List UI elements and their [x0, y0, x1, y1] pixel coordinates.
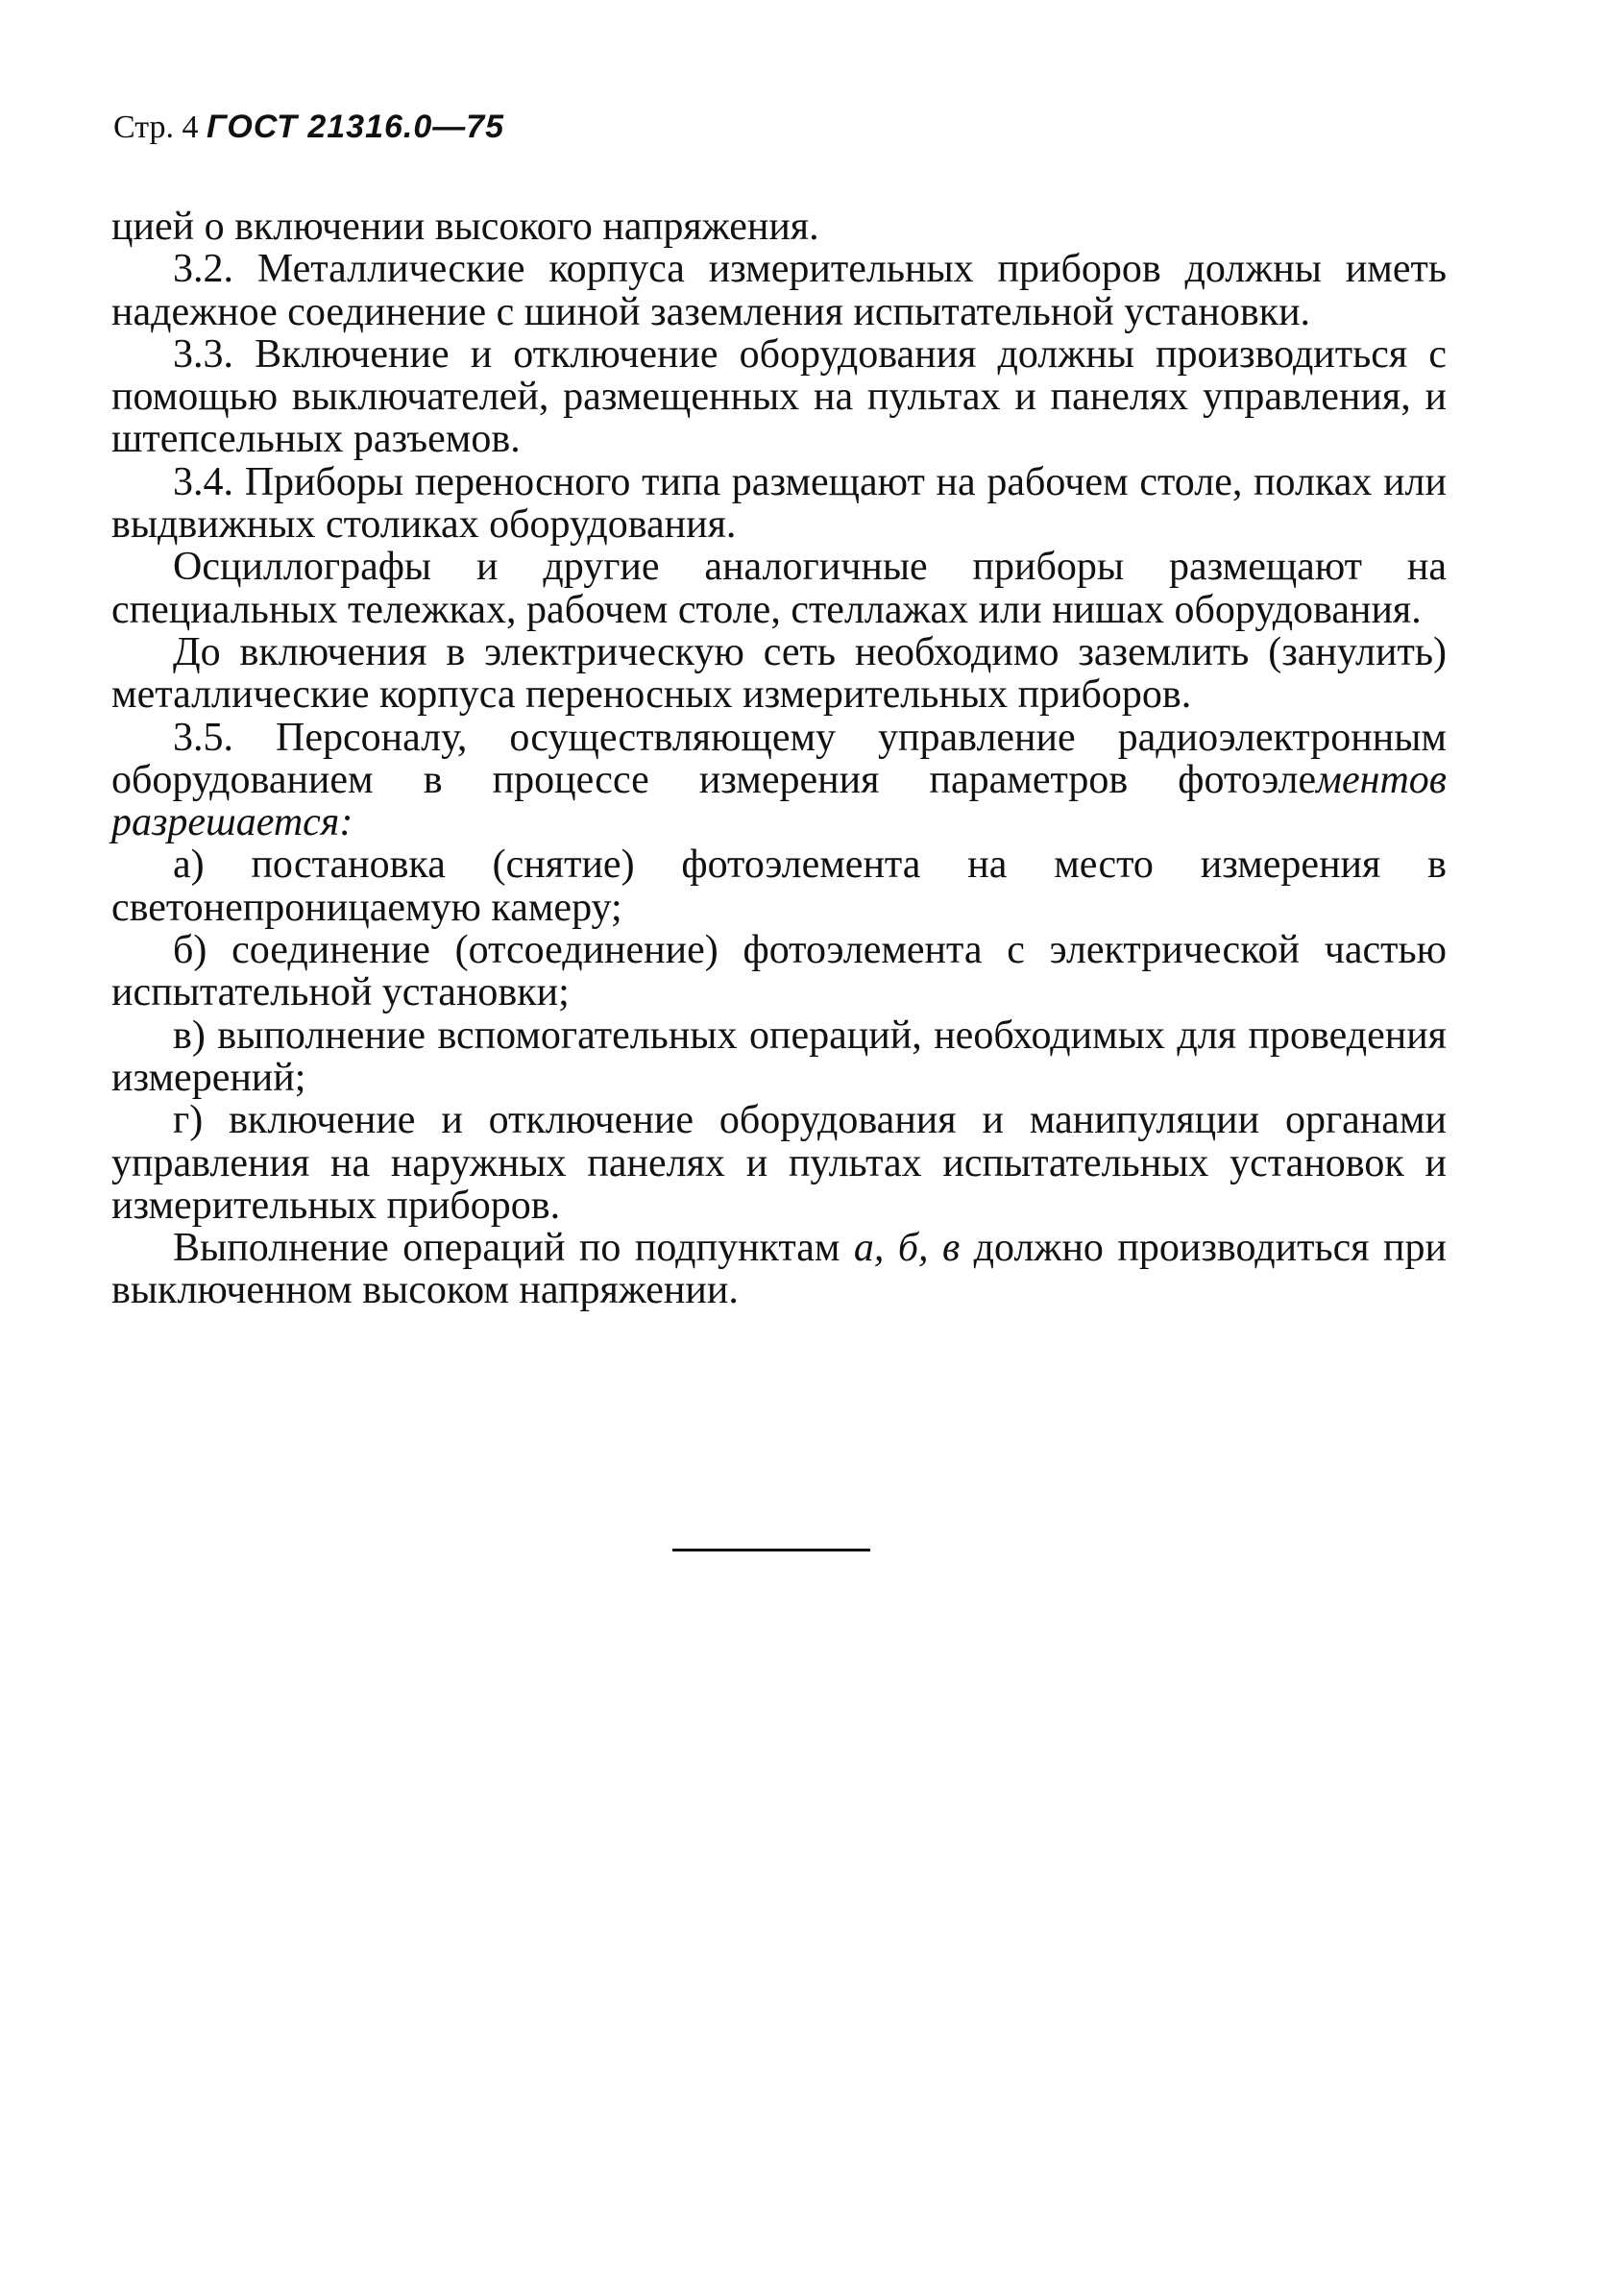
section-end-rule: [672, 1549, 870, 1551]
paragraph-3-4: 3.4. Приборы переносного типа размещают на рабочем столе, полках или выдвижных столиках оборудования.: [111, 459, 1447, 548]
list-item-b: б) соединение (отсоединение) фотоэлемента с электрической частью испытательной установки;: [111, 928, 1447, 1015]
paragraph-final-italic: а, б, в: [853, 1226, 961, 1271]
paragraph-3-5-italic: ментов разрешается:: [111, 757, 1447, 845]
standard-designation: ГОСТ 21316.0—75: [207, 109, 505, 145]
paragraph-final: [111, 1227, 1447, 1312]
page-number-label: Стр. 4: [113, 110, 199, 145]
paragraph-final-end: должно производиться при выключенном высоком напряжении.: [111, 1226, 1447, 1313]
paragraph-3-2: 3.2. Металлические корпуса измерительных приборов должны иметь надежное соединение с шиной заземления испытательной установки.: [111, 247, 1447, 334]
paragraph-oscillographs: Осциллографы и другие аналогичные приборы размещают на специальных тележках, рабочем столе, стеллажах или нишах оборудования.: [111, 545, 1447, 632]
list-item-v: в) выполнение вспомогательных операций, необходимых для проведения измерений;: [111, 1013, 1447, 1100]
paragraph-final-start: Выполнение операций по подпунктам: [173, 1226, 854, 1271]
paragraph-grounding: До включения в электрическую сеть необходимо заземлить (занулить) металлические корпуса переносных измерительных приборов.: [111, 629, 1447, 718]
paragraph-3-3: 3.3. Включение и отключение оборудования должны производиться с помощью выключателей, размещенных на пультах и панелях управления, и штепсельных разъемов.: [111, 331, 1447, 462]
list-item-a: а) постановка (снятие) фотоэлемента на место измерения в светонепроницаемую камеру;: [111, 843, 1447, 930]
paragraph-3-5: [111, 717, 1447, 844]
list-item-g: г) включение и отключение оборудования и манипуляции органами управления на наружных панелях и пультах испытательных установок и измерительных приборов.: [111, 1098, 1447, 1228]
paragraph-continuation: цией о включении высокого напряжения.: [111, 205, 819, 249]
paragraph-3-5-text: 3.5. Персоналу, осуществляющему управление радиоэлектронным оборудованием в процессе измерения параметров фотоэле: [111, 715, 1447, 802]
page-header: [113, 108, 504, 147]
document-body: [111, 206, 1447, 1312]
